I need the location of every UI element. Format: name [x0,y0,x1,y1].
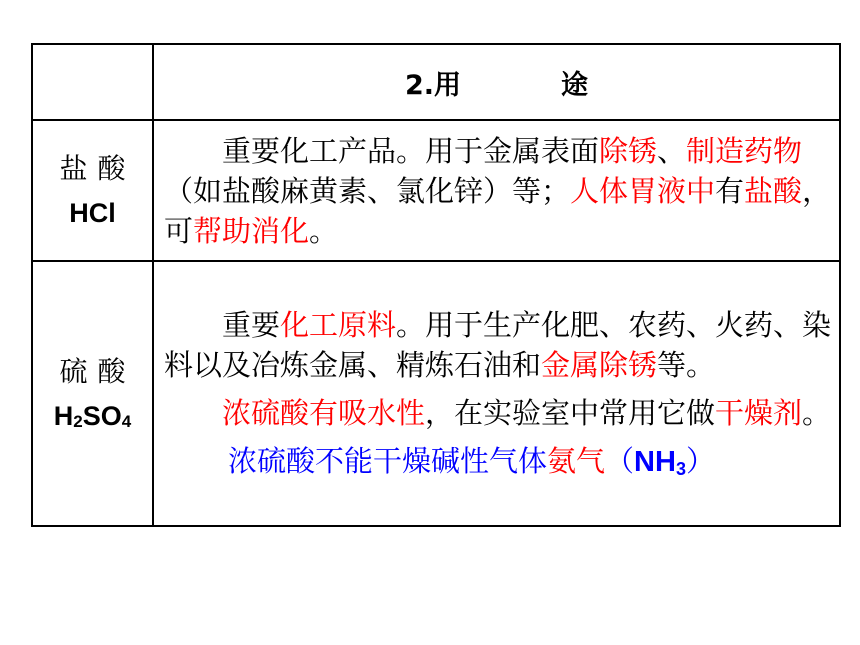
usage-text: （如盐酸麻黄素、氯化锌）等； [164,173,571,208]
highlight-text: 氨气 [547,444,606,478]
highlight-text: 制造药物 [686,133,803,168]
header-row [32,44,840,120]
table-row-h2so4 [32,261,840,526]
usage-paragraph-hcl [164,131,833,251]
usage-text: 、 [657,133,687,168]
usage-text: 。用于生产化肥、农药、火药、染料以及冶炼金属、精炼石油和 [164,308,832,382]
usage-paragraph-h2so4-3 [164,441,833,482]
header-title-number: 2. [404,69,435,101]
formula-part: SO [82,400,122,431]
warning-text: 浓硫酸不能干燥碱性气体 [228,444,548,478]
usage-text: 等。 [657,348,716,382]
usage-text: 。 [309,213,339,248]
highlight-text: 盐酸 [744,173,803,208]
warning-text: （ [605,444,635,478]
table-row-hcl [32,120,840,261]
header-title [153,44,840,120]
highlight-text: 人体胃液中 [570,173,716,208]
highlight-text: 浓硫酸有吸水性 [222,396,426,430]
ammonia-formula [634,446,686,478]
header-title-char-1: 用 [434,69,462,101]
usage-text: 重要化工产品。用于金属表面 [222,133,600,168]
usage-paragraph-h2so4-1 [164,305,833,385]
usage-text: ，可 [164,173,832,248]
chemical-formula-h2so4 [33,394,152,438]
usage-cell-hcl [153,120,840,261]
chemical-name-h2so4: 硫酸 [59,354,136,388]
name-cell-h2so4 [32,261,153,526]
formula-subscript: 2 [73,411,83,431]
highlight-text: 帮助消化 [193,213,310,248]
formula-subscript: 4 [121,411,132,431]
formula-part: H [53,400,74,431]
name-cell-hcl [32,120,153,261]
highlight-text: 化工原料 [280,308,397,342]
chemical-name-hcl: 盐酸 [59,151,136,185]
usage-paragraph-h2so4-2 [164,393,833,433]
highlight-text: 金属除锈 [541,348,658,382]
usage-text: 。 [802,396,832,430]
warning-text: ） [685,444,715,478]
usage-text: 重要 [222,308,281,342]
header-empty-cell [32,44,153,120]
highlight-text: 干燥剂 [715,396,803,430]
highlight-text: 除锈 [599,133,658,168]
usage-text: 有 [715,173,745,208]
usage-cell-h2so4 [153,261,840,526]
chemical-formula-hcl: HCl [69,197,116,228]
usage-table [31,43,841,527]
usage-text: ，在实验室中常用它做 [425,396,716,430]
header-title-char-2: 途 [561,69,589,101]
formula-part: NH [634,446,676,478]
formula-subscript: 3 [675,459,686,479]
